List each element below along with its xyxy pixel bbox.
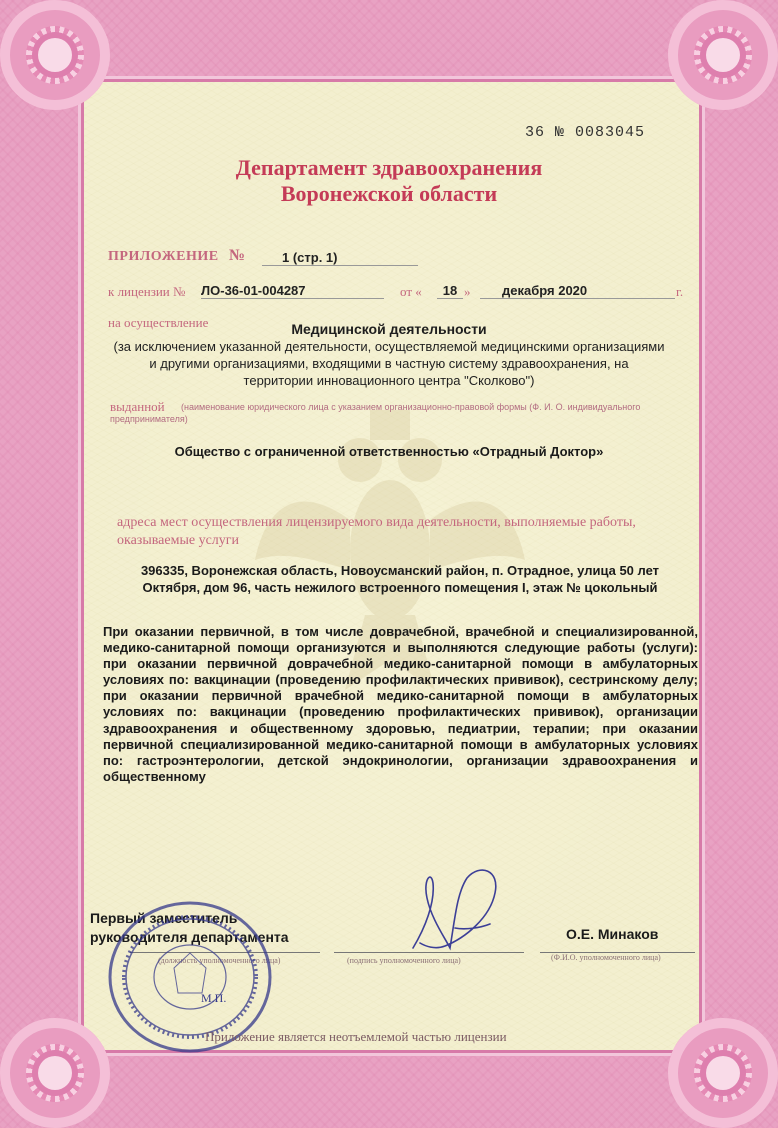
date-from-label: от « [400, 284, 422, 299]
signatory-position-line1: Первый заместитель [90, 910, 238, 926]
issued-to-hint: предпринимателя) [110, 414, 188, 424]
corner-rosette-bottom-left [0, 1018, 110, 1128]
issued-to-hint: (наименование юридического лица с указанием организационно-правовой формы (Ф. И. О. индивидуального [181, 402, 641, 412]
name-caption: (Ф.И.О. уполномоченного лица) [551, 953, 661, 962]
address-line2: Октября, дом 96, часть нежилого встроенного помещения I, этаж № цокольный [142, 580, 658, 595]
department-title-line1: Департамент здравоохранения [235, 155, 543, 180]
footer-note: Приложение является неотъемлемой частью лицензии [205, 1029, 507, 1044]
department-title-line2: Воронежской области [280, 181, 498, 206]
address-label-line2: оказываемые услуги [117, 533, 240, 548]
date-year-suffix: г. [676, 284, 684, 299]
license-number-value: ЛО-36-01-004287 [201, 283, 384, 299]
seal-mark-label: М.П. [201, 991, 227, 1005]
date-month-year-value: декабря 2020 [480, 283, 675, 299]
corner-rosette-top-left [0, 0, 110, 110]
handwritten-signature-icon [395, 858, 505, 958]
activity-description-line: и другими организациями, входящими в частную систему здравоохранения, на [149, 356, 629, 371]
license-number-label: к лицензии № [108, 284, 186, 299]
activity-title: Медицинской деятельности [291, 321, 487, 337]
appendix-number-sign: № [229, 247, 246, 264]
address-line1: 396335, Воронежская область, Новоусманский район, п. Отрадное, улица 50 лет [140, 563, 660, 578]
signature-caption: (подпись уполномоченного лица) [347, 956, 461, 965]
corner-rosette-bottom-right [668, 1018, 778, 1128]
form-series-number: 36 № 0083045 [525, 124, 646, 141]
date-day-value: 18 [437, 283, 463, 299]
address-label-line1: адреса мест осуществления лицензируемого вида деятельности, выполняемые работы, [117, 515, 636, 530]
services-paragraph: При оказании первичной, в том числе доврачебной, врачебной и специализированной, медико-санитарной помощи организуются и выполняются следующие работы (услуги): при оказании первичной доврачебной медико-санитарной помощи в амбулаторных условиях по: вакцинации (проведению профилактических прививок), сестринскому делу; при оказании первичной врачебной медико-санитарной помощи в амбулаторных условиях по: вакцинации (проведению профилактических прививок), организации здравоохранения и общественному здоровью, педиатрии, терапии; при оказании первичной специализированной медико-санитарной помощи в амбулаторных условиях по: гастроэнтерологии, детской эндокринологии, организации здравоохранения и общественному [103, 624, 698, 784]
position-caption: (должность уполномоченного лица) [158, 956, 281, 965]
signatory-position-line2: руководителя департамента [90, 929, 289, 945]
organization-name: Общество с ограниченной ответственностью «Отрадный Доктор» [174, 444, 604, 459]
activity-description-line: (за исключением указанной деятельности, осуществляемой медицинскими организациями [113, 339, 665, 354]
activity-label: на осуществление [108, 315, 209, 330]
corner-rosette-top-right [668, 0, 778, 110]
signatory-name: О.Е. Минаков [566, 926, 659, 942]
activity-description-line: территории инновационного центра "Сколково") [243, 373, 535, 388]
appendix-number-value: 1 (стр. 1) [262, 250, 418, 266]
issued-to-label: выданной [110, 399, 165, 414]
date-quote-close: » [464, 284, 471, 299]
appendix-label: ПРИЛОЖЕНИЕ [108, 249, 219, 264]
